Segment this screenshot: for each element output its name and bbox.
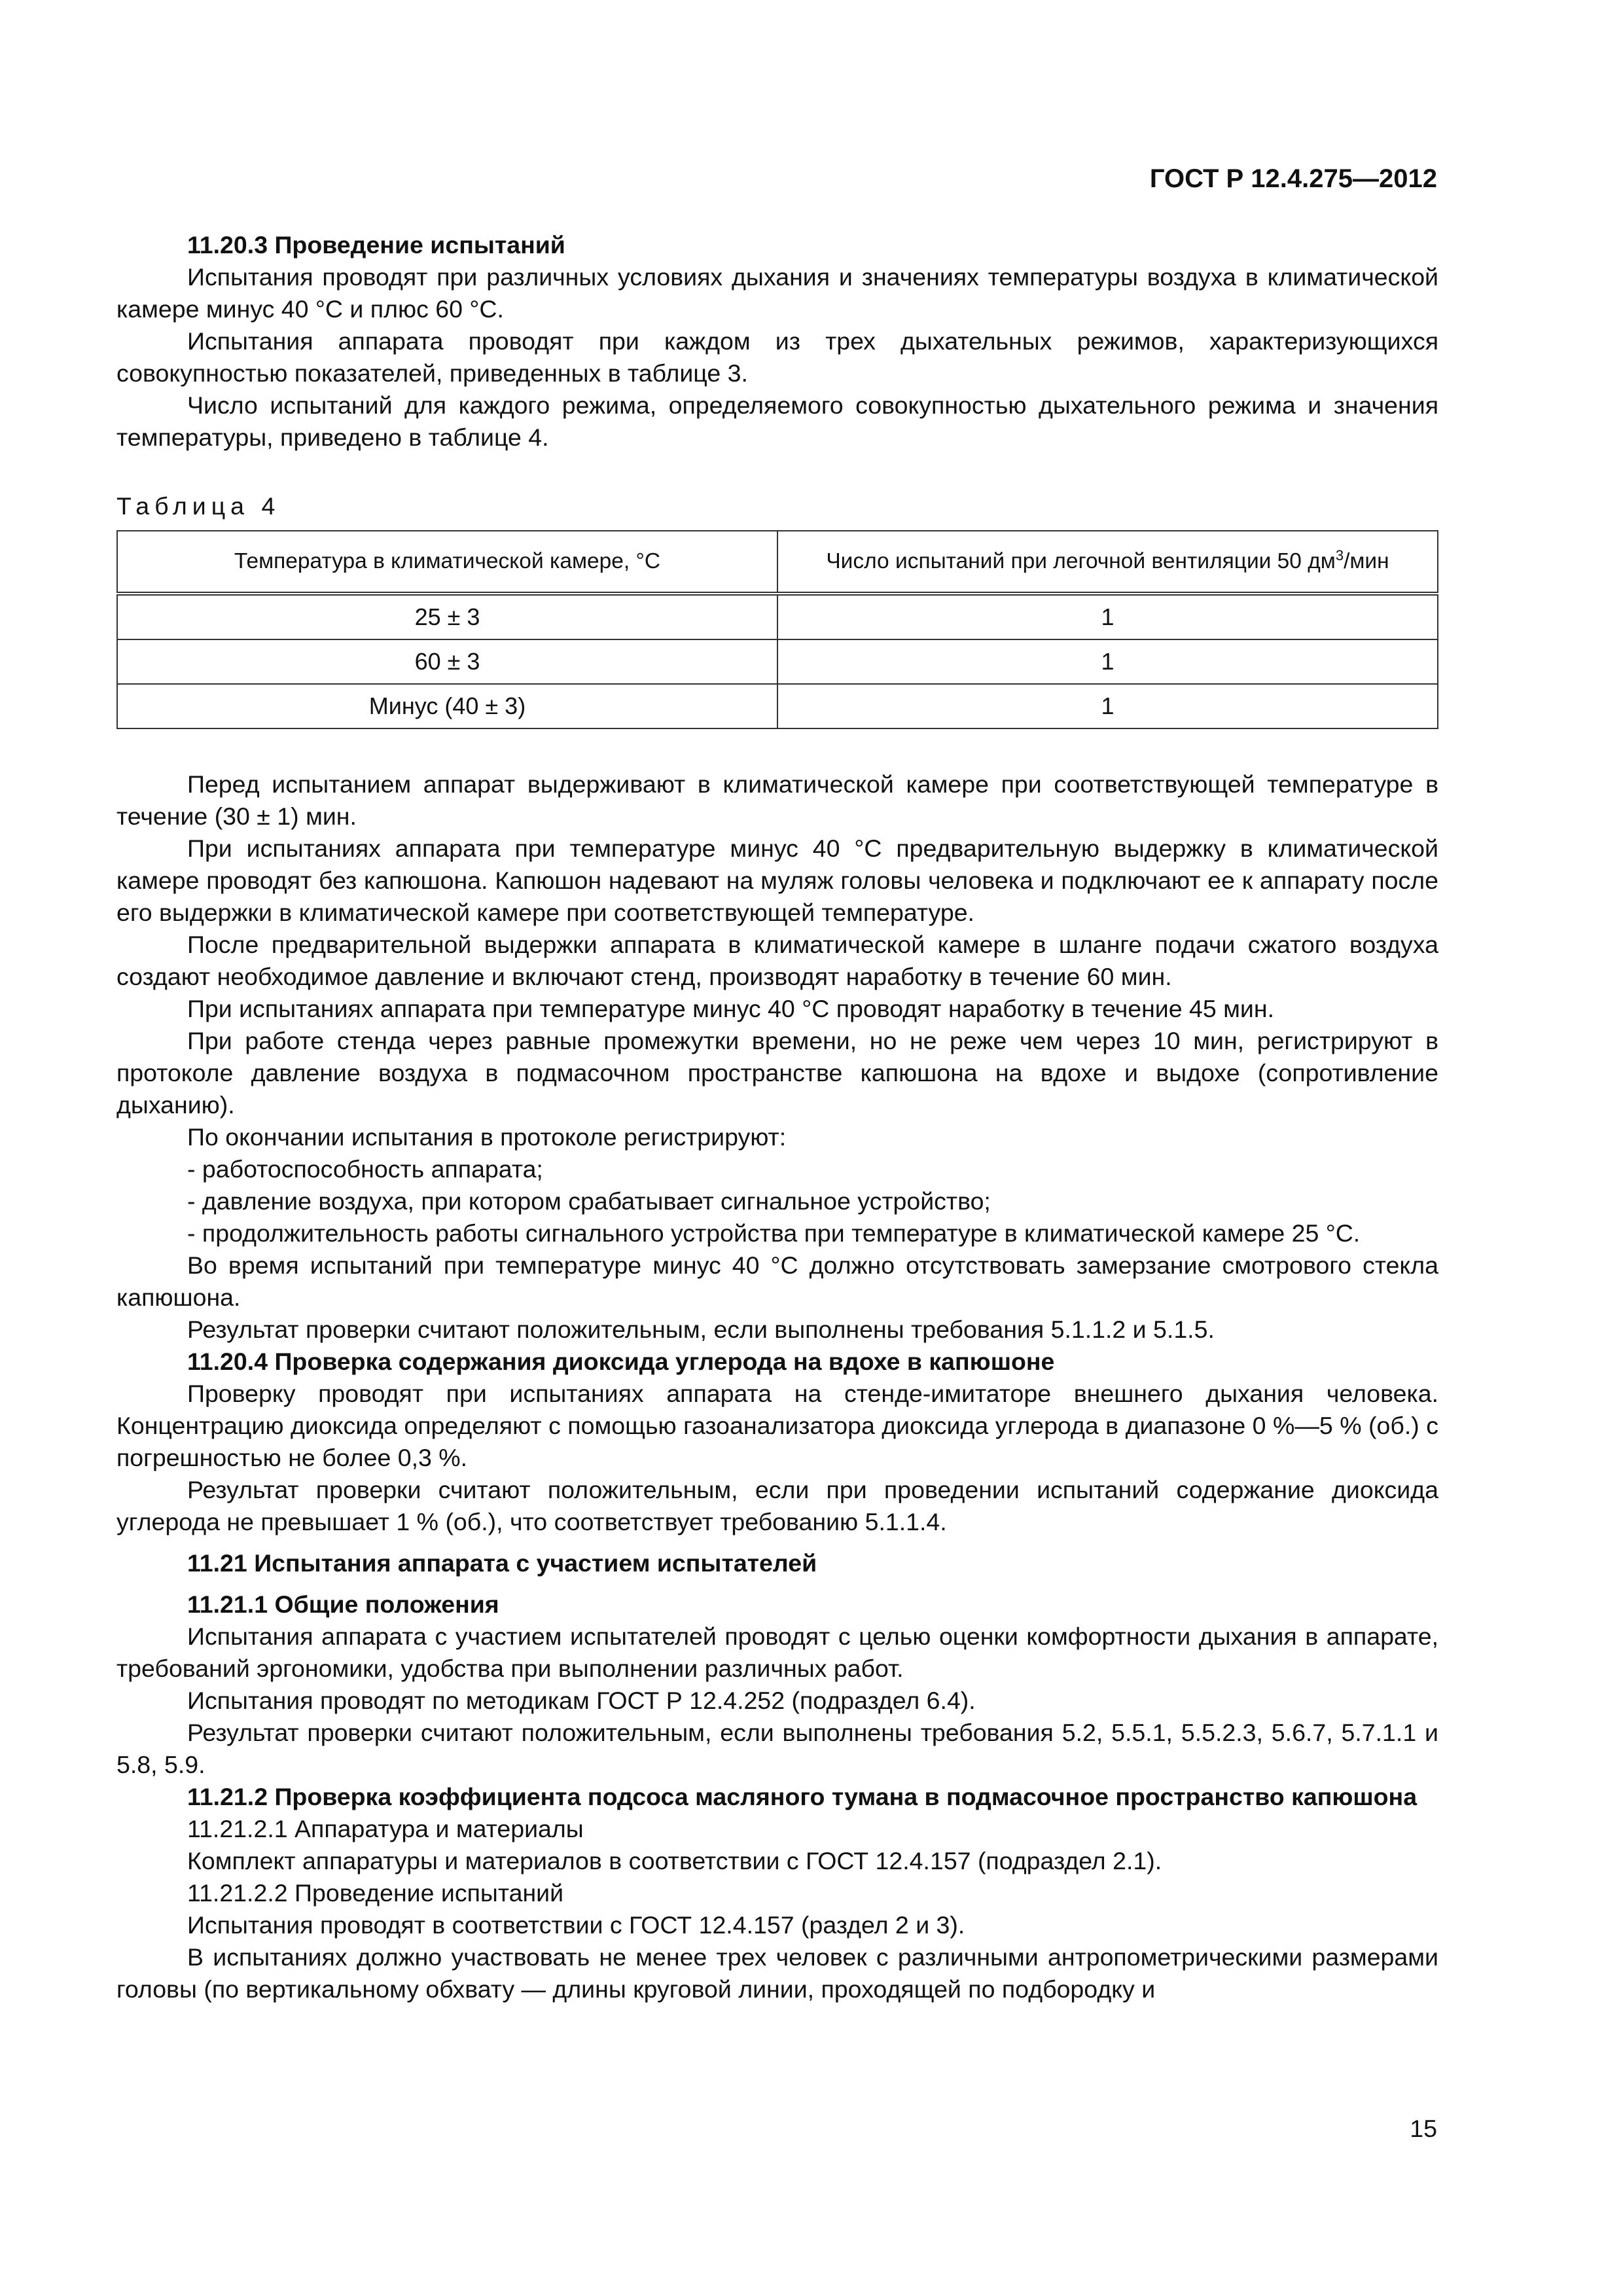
section-heading-11-21: 11.21 Испытания аппарата с участием испытателей xyxy=(187,1549,817,1577)
paragraph: Результат проверки считают положительным, если выполнены требования 5.1.1.2 и 5.1.5. xyxy=(187,1316,1215,1343)
list-item: - работоспособность аппарата; xyxy=(187,1155,543,1183)
page-content xyxy=(116,229,1438,2005)
superscript: 3 xyxy=(1335,547,1344,564)
paragraph: Проверку проводят при испытаниях аппарата на стенде-имитаторе внешнего дыхания человека. Концентрацию диоксида определяют с помощью газоанализатора диоксида углерода в диапазоне 0 %—5 % (об.) с погрешностью не более 0,3 %. xyxy=(116,1380,1438,1471)
paragraph: Испытания проводят в соответствии с ГОСТ 12.4.157 (раздел 2 и 3). xyxy=(187,1911,965,1939)
document-header: ГОСТ Р 12.4.275—2012 xyxy=(1149,164,1437,193)
table-header-cell xyxy=(777,531,1438,594)
paragraph: В испытаниях должно участвовать не менее трех человек с различными антропометрическими размерами головы (по вертикальному обхвату — длины круговой линии, проходящей по подбородку и xyxy=(116,1943,1438,2003)
table-header-cell: Температура в климатической камере, °С xyxy=(117,531,777,594)
paragraph: Перед испытанием аппарат выдерживают в климатической камере при соответствующей температуре в течение (30 ± 1) мин. xyxy=(116,770,1438,830)
table-cell: 1 xyxy=(777,639,1438,684)
paragraph: При работе стенда через равные промежутки времени, но не реже чем через 10 мин, регистрируют в протоколе давление воздуха в подмасочном пространстве капюшона на вдохе и выдохе (сопротивление дыханию). xyxy=(116,1027,1438,1119)
paragraph: Испытания проводят при различных условиях дыхания и значениях температуры воздуха в климатической камере минус 40 °С и плюс 60 °С. xyxy=(116,263,1438,323)
subsection-heading: 11.21.2.2 Проведение испытаний xyxy=(187,1879,564,1907)
paragraph: При испытаниях аппарата при температуре минус 40 °С проводят наработку в течение 45 мин. xyxy=(187,995,1275,1022)
section-heading-11-21-2: 11.21.2 Проверка коэффициента подсоса масляного тумана в подмасочное пространство капюшона xyxy=(187,1783,1418,1810)
header-text: Число испытаний при легочной вентиляции 50 дм xyxy=(826,549,1336,573)
paragraph: Комплект аппаратуры и материалов в соответствии с ГОСТ 12.4.157 (подраздел 2.1). xyxy=(187,1847,1162,1874)
paragraph: Испытания проводят по методикам ГОСТ Р 12.4.252 (подраздел 6.4). xyxy=(187,1687,976,1714)
table-cell: 1 xyxy=(777,594,1438,639)
paragraph: При испытаниях аппарата при температуре минус 40 °С предварительную выдержку в климатической камере проводят без капюшона. Капюшон надевают на муляж головы человека и подключают ее к аппарату после его выдержки в климатической камере при соответствующей температуре. xyxy=(116,834,1438,926)
section-heading-11-21-1: 11.21.1 Общие положения xyxy=(187,1590,499,1618)
paragraph: По окончании испытания в протоколе регистрируют: xyxy=(187,1123,787,1151)
section-heading-11-20-3: 11.20.3 Проведение испытаний xyxy=(187,231,565,259)
paragraph: Результат проверки считают положительным, если при проведении испытаний содержание диоксида углерода не превышает 1 % (об.), что соответствует требованию 5.1.1.4. xyxy=(116,1476,1438,1535)
paragraph: Число испытаний для каждого режима, определяемого совокупностью дыхательного режима и значения температуры, приведено в таблице 4. xyxy=(116,391,1438,451)
paragraph: После предварительной выдержки аппарата в климатической камере в шланге подачи сжатого воздуха создают необходимое давление и включают стенд, производят наработку в течение 60 мин. xyxy=(116,931,1438,990)
table-cell: 25 ± 3 xyxy=(117,594,777,639)
table-row xyxy=(117,594,1438,639)
paragraph: Испытания аппарата проводят при каждом из трех дыхательных режимов, характеризующихся совокупностью показателей, приведенных в таблице 3. xyxy=(116,327,1438,387)
table-cell: Минус (40 ± 3) xyxy=(117,684,777,728)
header-unit: /мин xyxy=(1344,549,1389,573)
table-header-row xyxy=(117,531,1438,594)
list-item: - продолжительность работы сигнального устройства при температуре в климатической камере 25 °С. xyxy=(187,1219,1361,1247)
page-number: 15 xyxy=(1410,2115,1437,2142)
paragraph: Во время испытаний при температуре минус 40 °С должно отсутствовать замерзание смотрового стекла капюшона. xyxy=(116,1251,1438,1311)
paragraph: Результат проверки считают положительным, если выполнены требования 5.2, 5.5.1, 5.5.2.3, 5.6.7, 5.7.1.1 и 5.8, 5.9. xyxy=(116,1719,1438,1778)
section-heading-11-20-4: 11.20.4 Проверка содержания диоксида углерода на вдохе в капюшоне xyxy=(187,1348,1055,1375)
table-row xyxy=(117,639,1438,684)
table-label: Таблица 4 xyxy=(116,492,281,520)
subsection-heading: 11.21.2.1 Аппаратура и материалы xyxy=(187,1815,584,1842)
table-4 xyxy=(116,530,1438,729)
table-row xyxy=(117,684,1438,728)
list-item: - давление воздуха, при котором срабатывает сигнальное устройство; xyxy=(187,1187,991,1215)
table-cell: 60 ± 3 xyxy=(117,639,777,684)
table-cell: 1 xyxy=(777,684,1438,728)
paragraph: Испытания аппарата с участием испытателей проводят с целью оценки комфортности дыхания в аппарате, требований эргономики, удобства при выполнении различных работ. xyxy=(116,1623,1438,1682)
